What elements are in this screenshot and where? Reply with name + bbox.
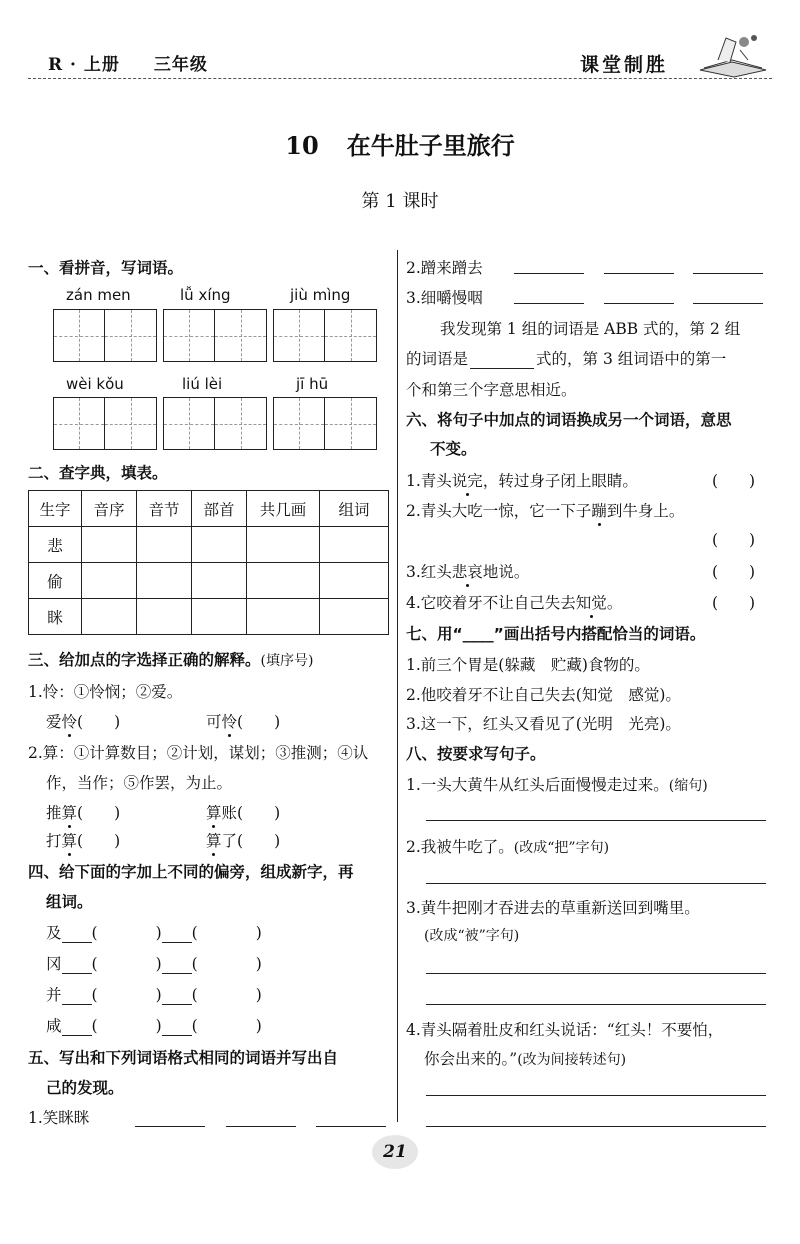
section-4-heading-b: 组词。 xyxy=(46,893,93,911)
question-6-1: 1.青头说完，转过身子闭上眼睛。 xyxy=(406,469,638,491)
section-2-heading: 二、查字典，填表。 xyxy=(28,464,168,482)
header-divider xyxy=(28,78,772,79)
radical-row: 并 ( ) ( ) xyxy=(46,986,262,1004)
header-edition-grade xyxy=(48,50,242,75)
section-5-heading-b: 己的发现。 xyxy=(46,1079,124,1097)
question-3-1: 1.怜：①怜悯；②爱。 xyxy=(28,683,183,701)
answer-line[interactable] xyxy=(426,973,766,974)
section-5-heading-a: 五、写出和下列词语格式相同的词语并写出自 xyxy=(28,1049,339,1067)
question-8-2: 2.我被牛吃了。(改成“把”字句) xyxy=(406,838,610,856)
table-header: 部首 xyxy=(192,491,247,527)
grade-label: 三年级 xyxy=(153,55,208,75)
page-number: 21 xyxy=(372,1135,418,1169)
section-3-heading: 三、给加点的字选择正确的解释。(填序号) xyxy=(28,651,314,669)
table-header-row xyxy=(29,491,389,527)
writing-grid[interactable] xyxy=(163,397,267,450)
question-3-2b: 作，当作；⑤作罢，为止。 xyxy=(46,774,233,792)
table-row xyxy=(29,599,389,635)
section-4-heading-a: 四、给下面的字加上不同的偏旁，组成新字，再 xyxy=(28,863,354,881)
answer-line[interactable] xyxy=(693,273,763,274)
question-5-2: 2.蹭来蹭去 xyxy=(406,259,483,277)
question-6-4: 4.它咬着牙不让自己失去知觉。 xyxy=(406,591,622,613)
answer-line[interactable] xyxy=(693,303,763,304)
column-divider xyxy=(397,250,398,1122)
question-6-2: 2.青头大吃一惊，它一下子蹦到牛身上。 xyxy=(406,499,684,521)
section-6-heading-b: 不变。 xyxy=(430,440,477,458)
answer-line[interactable] xyxy=(426,1126,766,1127)
writing-grid[interactable] xyxy=(53,397,157,450)
table-cell: 眯 xyxy=(29,599,82,635)
table-header: 音节 xyxy=(137,491,192,527)
table-header: 组词 xyxy=(320,491,389,527)
question-3-2a: 2.算：①计算数目；②计划，谋划；③推测；④认 xyxy=(28,744,369,762)
writing-grid[interactable] xyxy=(53,309,157,362)
word-suanle: 算了( ) xyxy=(206,829,280,851)
answer-line[interactable] xyxy=(226,1126,296,1127)
section-8-heading: 八、按要求写句子。 xyxy=(406,745,546,763)
pinyin-1: zán men xyxy=(66,286,131,304)
pinyin-4: wèi kǒu xyxy=(66,375,124,393)
question-7-2: 2.他咬着牙不让自己失去(知觉 感觉)。 xyxy=(406,686,681,704)
answer-line[interactable] xyxy=(426,1004,766,1005)
table-cell: 偷 xyxy=(29,563,82,599)
page-subtitle: 第 1 课时 xyxy=(361,191,439,212)
question-5-3: 3.细嚼慢咽 xyxy=(406,289,483,307)
word-ailian: 爱怜( ) xyxy=(46,710,120,732)
table-header: 共几画 xyxy=(247,491,320,527)
answer-line[interactable] xyxy=(426,883,766,884)
edition-label: R · 上册 xyxy=(48,55,120,75)
table-row xyxy=(29,563,389,599)
radical-row: 咸 ( ) ( ) xyxy=(46,1017,262,1035)
answer-line[interactable] xyxy=(135,1126,205,1127)
question-7-1: 1.前三个胃是(躲藏 贮藏)食物的。 xyxy=(406,656,650,674)
table-row xyxy=(29,527,389,563)
brand-label: 课堂制胜 xyxy=(580,54,669,76)
word-suanzhang: 算账( ) xyxy=(206,801,280,823)
pinyin-2: lǚ xíng xyxy=(180,286,231,304)
question-8-3: 3.黄牛把刚才吞进去的草重新送回到嘴里。 xyxy=(406,899,700,917)
discovery-text-2: 的词语是 式的，第 3 组词语中的第一 xyxy=(406,350,727,368)
answer-line[interactable] xyxy=(426,1095,766,1096)
question-7-3: 3.这一下，红头又看见了(光明 光亮)。 xyxy=(406,715,681,733)
question-5-1: 1.笑眯眯 xyxy=(28,1109,90,1127)
dictionary-table xyxy=(28,490,389,635)
books-logo-icon xyxy=(696,30,770,78)
answer-paren[interactable]: ( ) xyxy=(712,531,756,549)
answer-line[interactable] xyxy=(604,273,674,274)
answer-line[interactable] xyxy=(514,303,584,304)
answer-line[interactable] xyxy=(514,273,584,274)
discovery-text-1: 我发现第 1 组的词语是 ABB 式的，第 2 组 xyxy=(440,320,741,338)
question-6-3: 3.红头悲哀地说。 xyxy=(406,560,529,582)
section-7-heading: 七、用“____”画出括号内搭配恰当的词语。 xyxy=(406,625,706,643)
question-8-4a: 4.青头隔着肚皮和红头说话：“红头！不要怕， xyxy=(406,1021,724,1039)
lesson-number: 10 xyxy=(285,131,319,160)
section-6-heading-a: 六、将句子中加点的词语换成另一个词语，意思 xyxy=(406,411,732,429)
table-cell: 悲 xyxy=(29,527,82,563)
answer-line[interactable] xyxy=(604,303,674,304)
question-8-1: 1.一头大黄牛从红头后面慢慢走过来。(缩句) xyxy=(406,776,708,794)
radical-row: 冈 ( ) ( ) xyxy=(46,955,262,973)
writing-grid[interactable] xyxy=(273,397,377,450)
writing-grid[interactable] xyxy=(273,309,377,362)
radical-row: 及 ( ) ( ) xyxy=(46,924,262,942)
pinyin-3: jiù mìng xyxy=(290,286,351,304)
writing-grid[interactable] xyxy=(163,309,267,362)
answer-line[interactable] xyxy=(426,820,766,821)
table-header: 生字 xyxy=(29,491,82,527)
page-title xyxy=(0,126,800,161)
question-8-4b: 你会出来的。”(改为间接转述句) xyxy=(424,1050,627,1068)
answer-line[interactable] xyxy=(316,1126,386,1127)
pinyin-5: liú lèi xyxy=(182,375,223,393)
word-tuisuan: 推算( ) xyxy=(46,801,120,823)
table-header: 音序 xyxy=(82,491,137,527)
lesson-title: 在牛肚子里旅行 xyxy=(346,131,515,160)
word-kelian: 可怜( ) xyxy=(206,710,280,732)
question-8-3-note: (改成“被”字句) xyxy=(424,928,520,944)
answer-paren[interactable]: ( ) xyxy=(712,563,756,581)
section-1-heading: 一、看拼音，写词语。 xyxy=(28,259,184,277)
discovery-text-3: 个和第三个字意思相近。 xyxy=(406,381,577,399)
answer-paren[interactable]: ( ) xyxy=(712,594,756,612)
word-dasuan: 打算( ) xyxy=(46,829,120,851)
answer-paren[interactable]: ( ) xyxy=(712,472,756,490)
pinyin-6: jī hū xyxy=(296,375,329,393)
